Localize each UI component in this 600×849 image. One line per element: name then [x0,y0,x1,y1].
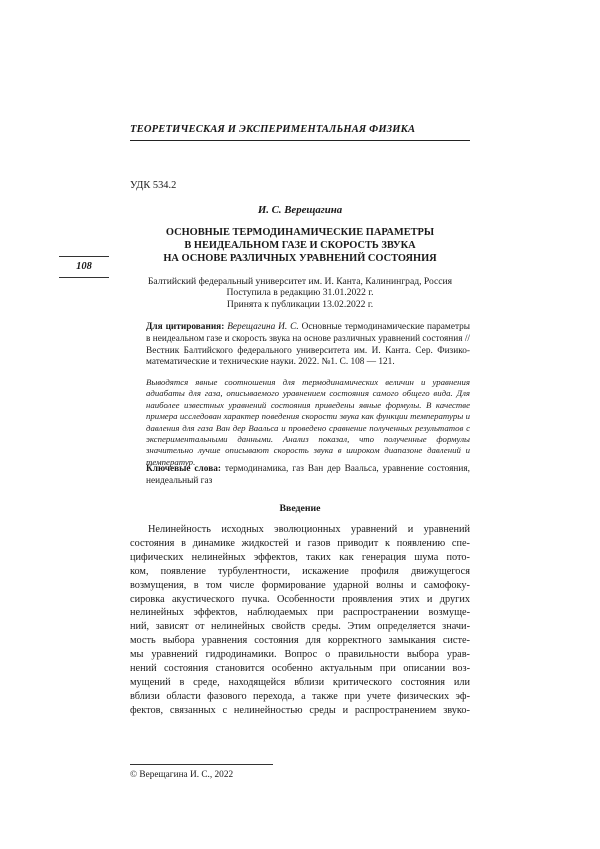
body-line: нелинейных эффектов, наблюдаемых при распространении возмуще- [130,607,470,619]
body-line: мы уравнений гидродинамики. Вопрос о правильности выбора урав- [130,649,470,661]
body-line: состояния в динамике жидкостей и газов приводит к появлению спе- [130,537,470,549]
body-line: возмущения, в том числе формирование ударной волны и самофоку- [130,579,470,591]
body-line: цифических нелинейных эффектов, таких как генерация шума пото- [130,551,470,563]
body-paragraph [130,523,470,718]
title-line: НА ОСНОВЕ РАЗЛИЧНЫХ УРАВНЕНИЙ СОСТОЯНИЯ [163,253,437,264]
body-line: Нелинейность исходных эволюционных уравнений и уравнений [148,524,470,535]
page-number-rule-bottom [59,277,109,278]
body-line: вблизи области фазового перехода, а также при учете физических эф- [130,690,470,702]
keywords-text: термодинамика, газ Ван дер Ваальса, уравнение состояния, неидеальный газ [146,464,470,486]
citation-author: Верещагина И. С. [227,322,299,332]
author-name: И. С. Верещагина [257,204,343,216]
body-line: сировка акустического пучка. Особенности проявления этих и других [130,593,470,605]
citation-text: Основные термодинамические параметры в неидеальном газе и скорость звука на основе различных уравнений состояния // Вестник Балтийского федерального университета им. И. Канта. Сер. Физико-математические и технические науки. 2022. №1. С. 108 — 121. [146,322,471,368]
journal-section-header: ТЕОРЕТИЧЕСКАЯ И ЭКСПЕРИМЕНТАЛЬНАЯ ФИЗИКА [130,124,416,135]
article-title [130,226,470,265]
body-line: мущений в среде, находящейся вблизи критического состояния или [130,676,470,688]
accepted-date: Принята к публикации 13.02.2022 г. [226,298,374,310]
footnote-rule [130,764,273,765]
keywords-label: Ключевые слова: [146,464,221,474]
citation-block [146,322,470,369]
title-line: В НЕИДЕАЛЬНОМ ГАЗЕ И СКОРОСТЬ ЗВУКА [184,240,416,251]
keywords-block [146,464,470,488]
section-heading-introduction: Введение [279,503,321,514]
page-number-rule-top [59,256,109,257]
citation-label: Для цитирования: [146,322,225,332]
title-line: ОСНОВНЫЕ ТЕРМОДИНАМИЧЕСКИЕ ПАРАМЕТРЫ [165,227,435,238]
copyright-footnote: © Верещагина И. С., 2022 [130,770,234,780]
body-line: мость выбора уравнения состояния для корректного замыкания систе- [130,635,470,647]
body-line: фектов, связанных с нелинейностью среды и распространением звуко- [130,704,470,716]
header-rule [130,140,470,141]
body-line: нений состояния становится особенно актуальным при описании воз- [130,663,470,675]
page-number: 108 [76,261,92,272]
body-line: ком, появление турбулентности, искажение профиля движущегося [130,565,470,577]
body-line: ний, зависят от нелинейных свойств среды. Этим определяется значи- [130,621,470,633]
udc-code: УДК 534.2 [130,180,177,191]
affiliation-block [130,276,470,310]
received-date: Поступила в редакцию 31.01.2022 г. [226,287,374,299]
affiliation-line: Балтийский федеральный университет им. И. Канта, Калининград, Россия [147,276,453,287]
abstract: Выводятся явные соотношения для термодинамических величин и уравнения адиабаты для газа, описываемого уравнением состояния самого общего вида. Для наиболее известных уравнений состояния приведены явные формулы. В качестве примера исследован характер поведения скорости звука как функции температуры и давления для газа Ван дер Ваальса и проведено сравнение полученных результатов с экспериментальными данными. Анализ показал, что полученные формулы значительно лучше описывают скорость звука в широком диапазоне давлений и температур. [146,377,470,467]
